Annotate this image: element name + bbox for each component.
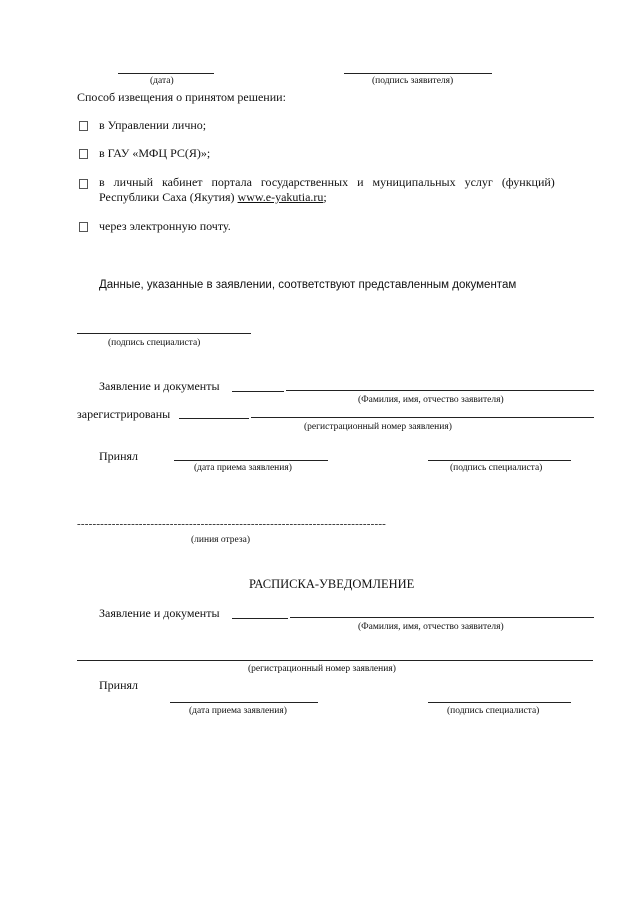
registration-number-line (251, 417, 594, 418)
option-checkbox-in-person[interactable] (79, 121, 88, 131)
receipt-date-line (170, 702, 318, 703)
accepted-label: Принял (99, 449, 139, 463)
receipt-title: РАСПИСКА-УВЕДОМЛЕНИЕ (249, 577, 415, 591)
portal-link[interactable]: www.e-yakutia.ru (237, 190, 324, 204)
cut-line-caption: (линия отреза) (191, 535, 251, 545)
option-checkbox-portal[interactable] (79, 179, 88, 189)
receipt-date-caption: (дата приема заявления) (189, 706, 287, 716)
receipt-docs-label: Заявление и документы (99, 606, 220, 620)
portal-label-suffix: ; (323, 190, 327, 204)
option-label-in-person: в Управлении лично; (99, 118, 207, 132)
acceptance-date-caption: (дата приема заявления) (194, 463, 292, 473)
receipt-fio-line (290, 617, 594, 618)
date-caption: (дата) (150, 76, 174, 86)
option-label-mfc: в ГАУ «МФЦ РС(Я)»; (99, 146, 211, 160)
cut-line: -------------------------------------------------------------------------------- (77, 518, 387, 530)
acceptance-signature-line (428, 460, 571, 461)
acceptance-signature-caption: (подпись специалиста) (450, 463, 543, 473)
acceptance-date-line (174, 460, 328, 461)
option-label-portal-line1: в личный кабинет портала государственных и муниципальных услуг (функций) (99, 175, 555, 189)
registered-label: зарегистрированы (77, 407, 171, 421)
registration-number-short-line (179, 418, 249, 419)
receipt-number-caption: (регистрационный номер заявления) (248, 664, 396, 674)
option-checkbox-email[interactable] (79, 222, 88, 232)
registration-docs-label: Заявление и документы (99, 379, 220, 393)
portal-label-prefix: Республики Саха (Якутия) (99, 190, 238, 204)
specialist-signature-line (77, 333, 251, 334)
receipt-accepted-label: Принял (99, 678, 139, 692)
receipt-fio-caption: (Фамилия, имя, отчество заявителя) (358, 622, 504, 632)
applicant-signature-line (344, 73, 492, 74)
option-label-email: через электронную почту. (99, 219, 231, 233)
applicant-signature-caption: (подпись заявителя) (372, 76, 454, 86)
date-line (118, 73, 214, 74)
registration-number-caption: (регистрационный номер заявления) (304, 422, 452, 432)
notice-method-heading: Способ извещения о принятом решении: (77, 90, 286, 104)
registration-fio-caption: (Фамилия, имя, отчество заявителя) (358, 395, 504, 405)
receipt-signature-line (428, 702, 571, 703)
receipt-number-line (77, 660, 593, 661)
receipt-signature-caption: (подпись специалиста) (447, 706, 540, 716)
receipt-short-line (232, 618, 288, 619)
specialist-signature-caption: (подпись специалиста) (108, 338, 201, 348)
verification-statement: Данные, указанные в заявлении, соответствуют представленным документам (99, 279, 517, 291)
registration-short-line (232, 391, 284, 392)
option-label-portal-line2 (99, 190, 327, 205)
registration-fio-line (286, 390, 594, 391)
option-checkbox-mfc[interactable] (79, 149, 88, 159)
